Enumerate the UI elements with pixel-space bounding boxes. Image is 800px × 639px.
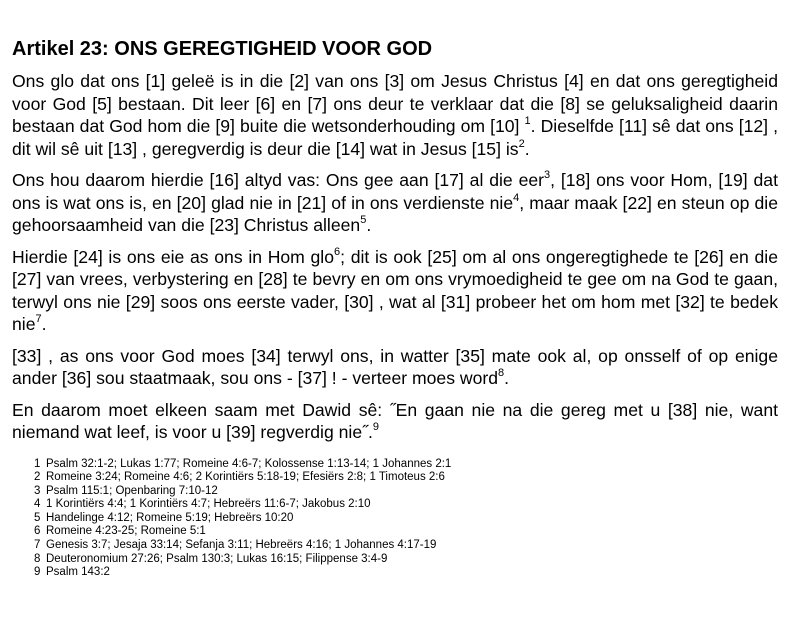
footnote-item xyxy=(12,458,778,472)
footnote-text: Romeine 4:23-25; Romeine 5:1 xyxy=(46,525,206,538)
footnote-ref: 2 xyxy=(518,137,525,150)
paragraph-1 xyxy=(12,70,778,160)
footnote-item xyxy=(12,553,778,567)
paragraph-text: En daarom moet elkeen saam met Dawid sê: ˝En gaan nie na die gereg met u [38] nie, want niemand wat leef, is voor u [39] regverdig nie˝. xyxy=(12,399,778,442)
footnote-item xyxy=(12,471,778,485)
footnote-ref: 7 xyxy=(35,313,42,326)
footnote-number: 2 xyxy=(34,471,41,484)
paragraph-text: . xyxy=(524,138,530,159)
paragraph-text: . xyxy=(366,215,372,235)
paragraph-3 xyxy=(12,246,778,336)
footnotes xyxy=(12,458,778,580)
article-title: Artikel 23: ONS GEREGTIGHEID VOOR GOD xyxy=(12,38,433,60)
footnote-ref: 1 xyxy=(524,115,531,128)
footnote-item xyxy=(12,485,778,499)
article-body xyxy=(12,70,778,444)
paragraph-text: Ons glo dat ons [1] geleë is in die [2] van ons [3] om Jesus Christus [4] en dat ons geregtigheid voor God [5] bestaan. Dit leer [6] en [7] ons deur te verklaar dat die [8] se geluksaligheid daarin bestaan dat God hom die [9] buite die wetsonderhouding om [10] xyxy=(12,71,778,136)
footnote-text: Romeine 3:24; Romeine 4:6; 2 Korintiërs 5:18-19; Efesiërs 2:8; 1 Timoteus 2:6 xyxy=(46,471,445,484)
paragraph-text: ; dit is ook [25] om al ons ongeregtighede te [26] en die [27] van vrees, verbystering en [28] te bevry en om ons vrymoedigheid te gee om na God te gaan, terwyl ons nie [29] soos ons eerste vader, [30] , wat al [31] probeer het om hom met [32] te bedek nie xyxy=(12,246,778,334)
paragraph-text: , [18] ons voor Hom, [19] dat ons is wat ons is, en [20] glad nie in [21] of in ons verdienste nie xyxy=(12,170,778,213)
footnote-text: Deuteronomium 27:26; Psalm 130:3; Lukas 16:15; Filippense 3:4-9 xyxy=(46,552,388,565)
paragraph-text: Hierdie [24] is ons eie as ons in Hom glo xyxy=(12,246,334,267)
footnote-ref: 5 xyxy=(360,214,367,227)
footnote-number: 6 xyxy=(34,525,41,538)
footnote-number: 4 xyxy=(34,498,41,511)
footnote-number: 7 xyxy=(34,539,41,552)
footnote-text: Psalm 115:1; Openbaring 7:10-12 xyxy=(46,484,218,497)
paragraph-4 xyxy=(12,345,778,390)
footnote-number: 8 xyxy=(34,552,41,565)
footnote-ref: 9 xyxy=(372,421,379,434)
paragraph-text: . xyxy=(504,368,510,388)
footnote-text: Handelinge 4:12; Romeine 5:19; Hebreërs 10:20 xyxy=(46,511,294,524)
footnote-text: Genesis 3:7; Jesaja 33:14; Sefanja 3:11; Hebreërs 4:16; 1 Johannes 4:17-19 xyxy=(46,539,437,552)
paragraph-text: Ons hou daarom hierdie [16] altyd vas: Ons gee aan [17] al die eer xyxy=(12,170,545,190)
footnote-text: Psalm 32:1-2; Lukas 1:77; Romeine 4:6-7; Kolossense 1:13-14; 1 Johannes 2:1 xyxy=(46,457,452,470)
footnote-item xyxy=(12,512,778,526)
footnote-item xyxy=(12,498,778,512)
paragraph-5 xyxy=(12,399,778,444)
footnote-ref: 4 xyxy=(513,191,520,204)
paragraph-text: [33] , as ons voor God moes [34] terwyl ons, in watter [35] mate ook al, op onsself of op enige ander [36] sou staatmaak, sou ons - [37] ! - verteer moes word xyxy=(12,345,778,388)
footnote-ref: 3 xyxy=(544,169,551,182)
paragraph-2 xyxy=(12,169,778,237)
footnote-item xyxy=(12,566,778,580)
footnote-number: 5 xyxy=(34,511,41,524)
paragraph-text: . xyxy=(41,314,47,334)
paragraph-text: . Dieselfde [11] sê dat ons [12] , dit wil sê uit [13] , geregverdig is deur die [14] wat in Jesus [15] is xyxy=(12,116,779,159)
footnote-ref: 6 xyxy=(334,245,341,258)
footnote-item xyxy=(12,525,778,539)
footnote-text: 1 Korintiërs 4:4; 1 Korintiërs 4:7; Hebreërs 11:6-7; Jakobus 2:10 xyxy=(46,498,371,511)
document-page xyxy=(12,36,778,580)
footnote-number: 1 xyxy=(34,457,41,470)
paragraph-text: , maar maak [22] en steun op die gehoorsaamheid van die [23] Christus alleen xyxy=(12,192,778,235)
footnote-ref: 8 xyxy=(498,367,505,380)
footnote-item xyxy=(12,539,778,553)
footnote-text: Psalm 143:2 xyxy=(46,566,110,579)
footnote-number: 9 xyxy=(34,566,41,579)
footnote-number: 3 xyxy=(34,484,41,497)
